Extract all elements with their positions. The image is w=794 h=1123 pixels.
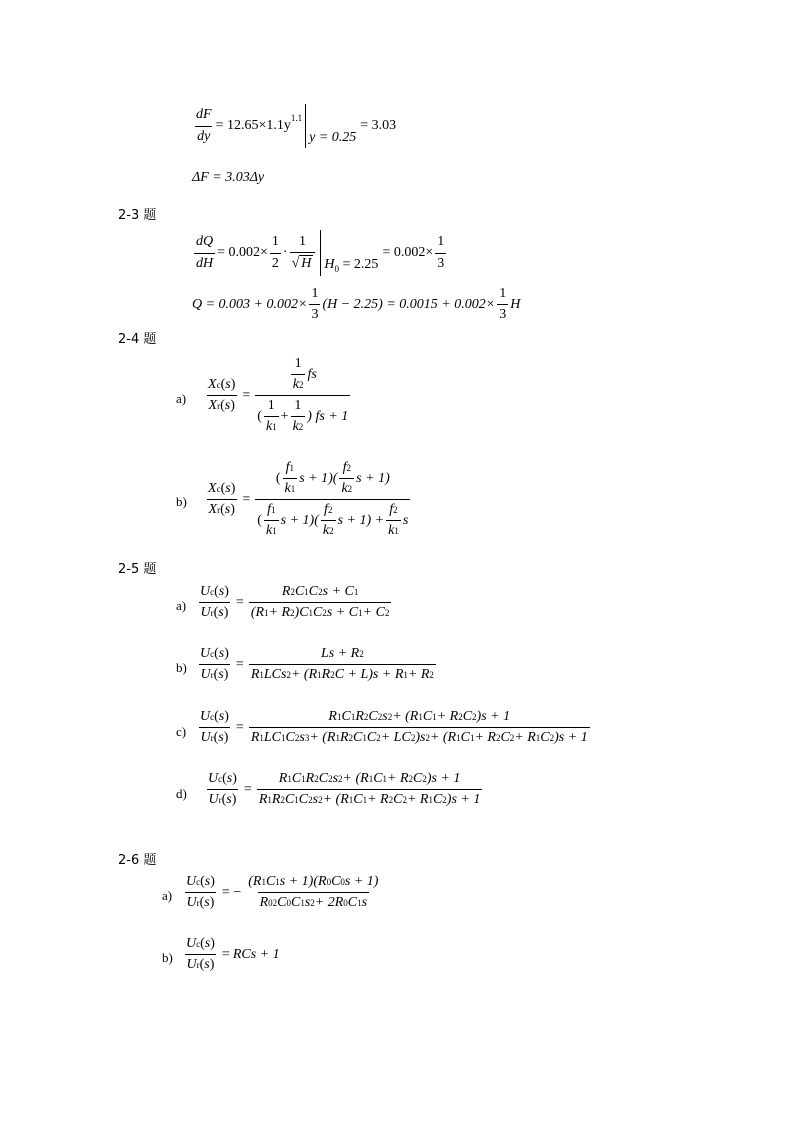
fraction: $\frac{1}{3}$ [499, 286, 507, 323]
part-label-b: b) [176, 494, 187, 509]
equation-2-5d: U c ( s ) U r ( s ) = R 1 C 1 R 2 C 2 s 2 + (R 1 C 1 + R 2 C 2 )s + 1 R 1 R 2 C 1 C 2 s 2 + (R 1 C 1 + R 2 C 2 + R 1 C 2 )s + 1 [208, 771, 481, 808]
fraction: X c ( s ) X r ( s ) [208, 377, 236, 414]
evaluation-bar [305, 104, 306, 148]
equation-dF-dy: $\frac{dF}{dy}$ = 12.65×1.1y $^{1.1}$ y = 0.25 = 3.03 [192, 104, 396, 148]
equation-delta-F: ΔF = 3.03Δy [192, 170, 265, 185]
part-label-b: b) [176, 660, 187, 675]
equation-2-6a: U c ( s ) U r ( s ) = − (R 1 C 1 s + 1)(R 0 C 0 s + 1) R 0 2 C 0 C 1 s 2 + 2R 0 C 1 s [186, 874, 379, 911]
fraction: X c ( s ) X r ( s ) [208, 481, 236, 518]
sqrt-sign: √ H [291, 256, 312, 271]
section-2-5: 2-5 题 [118, 562, 157, 577]
fraction: 1 √ H [290, 234, 316, 272]
fraction: $\frac{1}{3}$ [311, 286, 319, 323]
section-2-4: 2-4 题 [118, 332, 157, 347]
fraction: $\frac{dF}{dy}$ [196, 107, 212, 144]
equation-2-4b: X c ( s ) X r ( s ) = ( f 1 k 1 s + 1)( f 2 k 2 s + 1) ( f 1 k 1 s + 1)( f 2 k 2 s + 1) + f 2 k 1 s [208, 460, 409, 539]
equation-2-5b: U c ( s ) U r ( s ) = Ls + R 2 R 1 LCs 2 + (R 1 R 2 C + L)s + R 1 + R 2 [200, 646, 434, 683]
equation-2-5a: U c ( s ) U r ( s ) = R 2 C 1 C 2 s + C 1 (R 1 + R 2 )C 1 C 2 s + C 1 + C 2 [200, 584, 390, 621]
equation-2-6b: U c ( s ) U r ( s ) = RCs + 1 [186, 936, 280, 973]
fraction: ( f 1 k 1 s + 1)( f 2 k 2 s + 1) ( f 1 k 1 s + 1)( f 2 k 2 s + 1) + f 2 k 1 s [257, 460, 409, 539]
fraction: $\frac{1}{3}$ [437, 234, 445, 271]
part-label-b: b) [162, 950, 173, 965]
section-2-6: 2-6 题 [118, 853, 157, 868]
evaluation-bar [320, 230, 321, 276]
part-label-a: a) [162, 888, 173, 903]
fraction: 1 k 2 fs ( 1 k 1 + 1 k 2 ) fs + 1 [257, 356, 349, 435]
fraction: $\frac{1}{2}$ [271, 234, 279, 271]
part-label-c: c) [176, 724, 187, 739]
section-2-3: 2-3 题 [118, 208, 157, 223]
part-label-a: a) [176, 598, 187, 613]
equation-2-4a: X c ( s ) X r ( s ) = 1 k 2 fs ( 1 k 1 + 1 k 2 ) fs + 1 [208, 356, 349, 435]
equation-Q: Q = 0.003 + 0.002× $\frac{1}{3}$ (H − 2.25) = 0.0015 + 0.002× $\frac{1}{3}$ H [192, 286, 521, 323]
fraction: $\frac{dQ}{dH}$ [196, 234, 214, 271]
part-label-a: a) [176, 391, 187, 406]
equation-dQ-dH: $\frac{dQ}{dH}$ = 0.002× $\frac{1}{2}$ · 1 √ H $H_0 = 2.25$ = 0.002× $\frac{1}{3}$ [192, 230, 448, 276]
part-label-d: d) [176, 786, 187, 801]
equation-2-5c: U c ( s ) U r ( s ) = R 1 C 1 R 2 C 2 s 2 + (R 1 C 1 + R 2 C 2 )s + 1 R 1 LC 1 C 2 s 3 + (R 1 R 2 C 1 C 2 + LC 2 )s 2 + (R 1 C 1 + R 2 C 2 + R 1 C 2 )s + 1 [200, 709, 588, 746]
